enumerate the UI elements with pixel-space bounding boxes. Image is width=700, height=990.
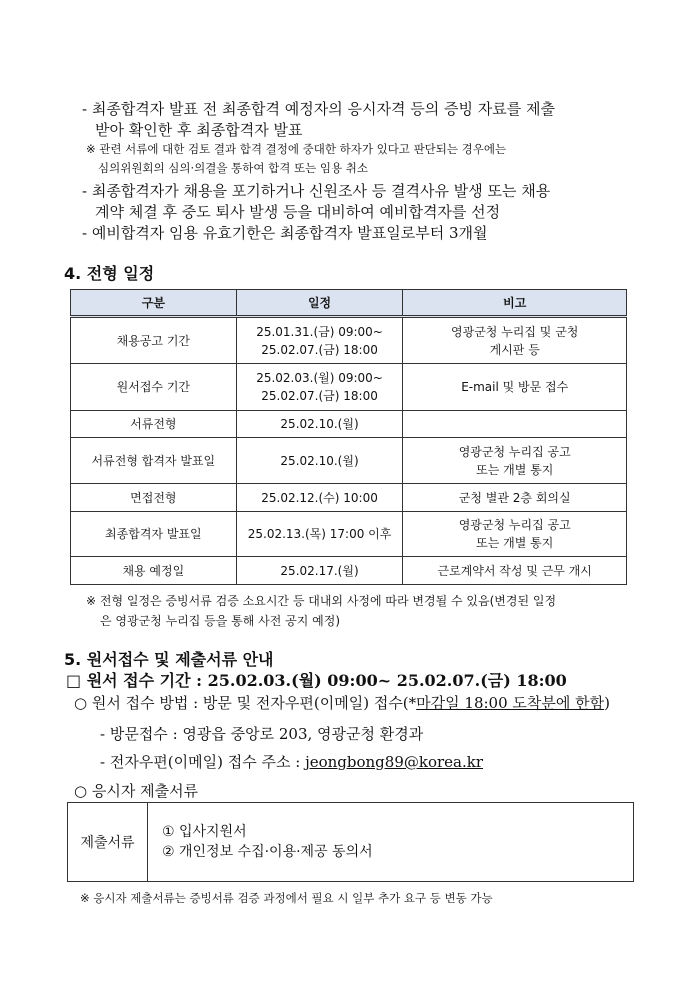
header-cell: 구분 [71,290,237,317]
table-header-row [71,290,627,317]
note-line: 영광군청 누리집 공고 [458,444,571,459]
table-row [71,364,627,411]
table-row [71,317,627,364]
note-cell: 근로계약서 작성 및 근무 개시 [403,557,627,585]
bullet-text: 계약 체결 후 중도 퇴사 발생 등을 대비하여 예비합격자를 선정 [95,203,501,221]
stage-cell: 면접전형 [71,484,237,512]
date-line: 25.02.07.(금) 18:00 [261,342,378,357]
section-4-title: 4. 전형 일정 [64,264,155,283]
note-line: 또는 개별 통지 [476,536,554,550]
date-cell: 25.02.17.(월) [236,557,403,585]
note-line: 게시판 등 [489,342,540,357]
note-cell [403,317,627,364]
email-label: - 전자우편(이메일) 접수 주소 : [100,753,306,771]
note-text: 심의위원회의 심의·의결을 통하여 합격 또는 임용 취소 [98,161,368,175]
deadline-text: 마감일 18:00 도착분에 한함 [416,694,605,712]
section-5-title: 5. 원서접수 및 제출서류 안내 [64,650,274,669]
note-line: 영광군청 누리집 및 군청 [451,324,579,339]
application-method [74,692,610,713]
footnote: ※ 응시자 제출서류는 증빙서류 검증 과정에서 필요 시 일부 추가 요구 등 변동 가능 [80,891,493,905]
date-cell: 25.02.10.(월) [236,411,403,438]
doc-item: ② 개인정보 수집·이용·제공 동의서 [162,844,373,860]
docs-heading: ○ 응시자 제출서류 [74,782,199,800]
table-row [71,484,627,512]
date-cell: 25.02.12.(수) 10:00 [236,484,403,512]
visit-address: - 방문접수 : 영광읍 중앙로 203, 영광군청 환경과 [100,725,424,743]
application-period: □ 원서 접수 기간 : 25.02.03.(월) 09:00~ 25.02.07.(금) 18:00 [66,671,567,690]
table-row [71,557,627,585]
email-link[interactable]: jeongbong89@korea.kr [305,753,484,771]
schedule-table [70,289,627,585]
date-cell [236,317,403,364]
docs-list [148,803,634,882]
bullet-text: - 최종합격자 발표 전 최종합격 예정자의 응시자격 등의 증빙 자료를 제출 [82,100,555,118]
table-row [71,512,627,557]
doc-item: ① 입사지원서 [162,824,247,840]
note-cell [403,411,627,438]
schedule-note: 은 영광군청 누리집 등을 통해 사전 공지 예정) [100,614,341,628]
docs-label: 제출서류 [68,803,148,882]
table-row [71,438,627,484]
date-cell: 25.02.13.(목) 17:00 이후 [236,512,403,557]
documents-table [67,802,634,882]
email-line [100,751,483,772]
stage-cell: 서류전형 [71,411,237,438]
header-cell: 비고 [403,290,627,317]
note-cell: E-mail 및 방문 접수 [403,364,627,411]
stage-cell: 최종합격자 발표일 [71,512,237,557]
date-line: 25.02.07.(금) 18:00 [261,389,378,403]
stage-cell: 원서접수 기간 [71,364,237,411]
date-cell: 25.02.10.(월) [236,438,403,484]
method-text: ○ 원서 접수 방법 : 방문 및 전자우편(이메일) 접수(* [74,694,417,712]
bullet-text: 받아 확인한 후 최종합격자 발표 [95,121,303,139]
stage-cell: 채용공고 기간 [71,317,237,364]
bullet-text: - 예비합격자 임용 유효기한은 최종합격자 발표일로부터 3개월 [82,224,488,242]
header-cell: 일정 [236,290,403,317]
stage-cell: 채용 예정일 [71,557,237,585]
note-cell [403,512,627,557]
table-row [71,411,627,438]
note-line: 영광군청 누리집 공고 [458,518,571,532]
note-cell: 군청 별관 2층 회의실 [403,484,627,512]
note-text: ※ 관련 서류에 대한 검토 결과 합격 결정에 중대한 하자가 있다고 판단되는 경우에는 [86,142,507,156]
date-line: 25.01.31.(금) 09:00~ [256,324,383,339]
schedule-note: ※ 전형 일정은 증빙서류 검증 소요시간 등 대내외 사정에 따라 변경될 수 있음(변경된 일정 [86,594,557,608]
bullet-text: - 최종합격자가 채용을 포기하거나 신원조사 등 결격사유 발생 또는 채용 [82,182,551,200]
date-line: 25.02.03.(월) 09:00~ [256,371,383,385]
date-cell [236,364,403,411]
note-cell [403,438,627,484]
stage-cell: 서류전형 합격자 발표일 [71,438,237,484]
note-line: 또는 개별 통지 [476,462,554,477]
method-text: ) [604,694,610,712]
